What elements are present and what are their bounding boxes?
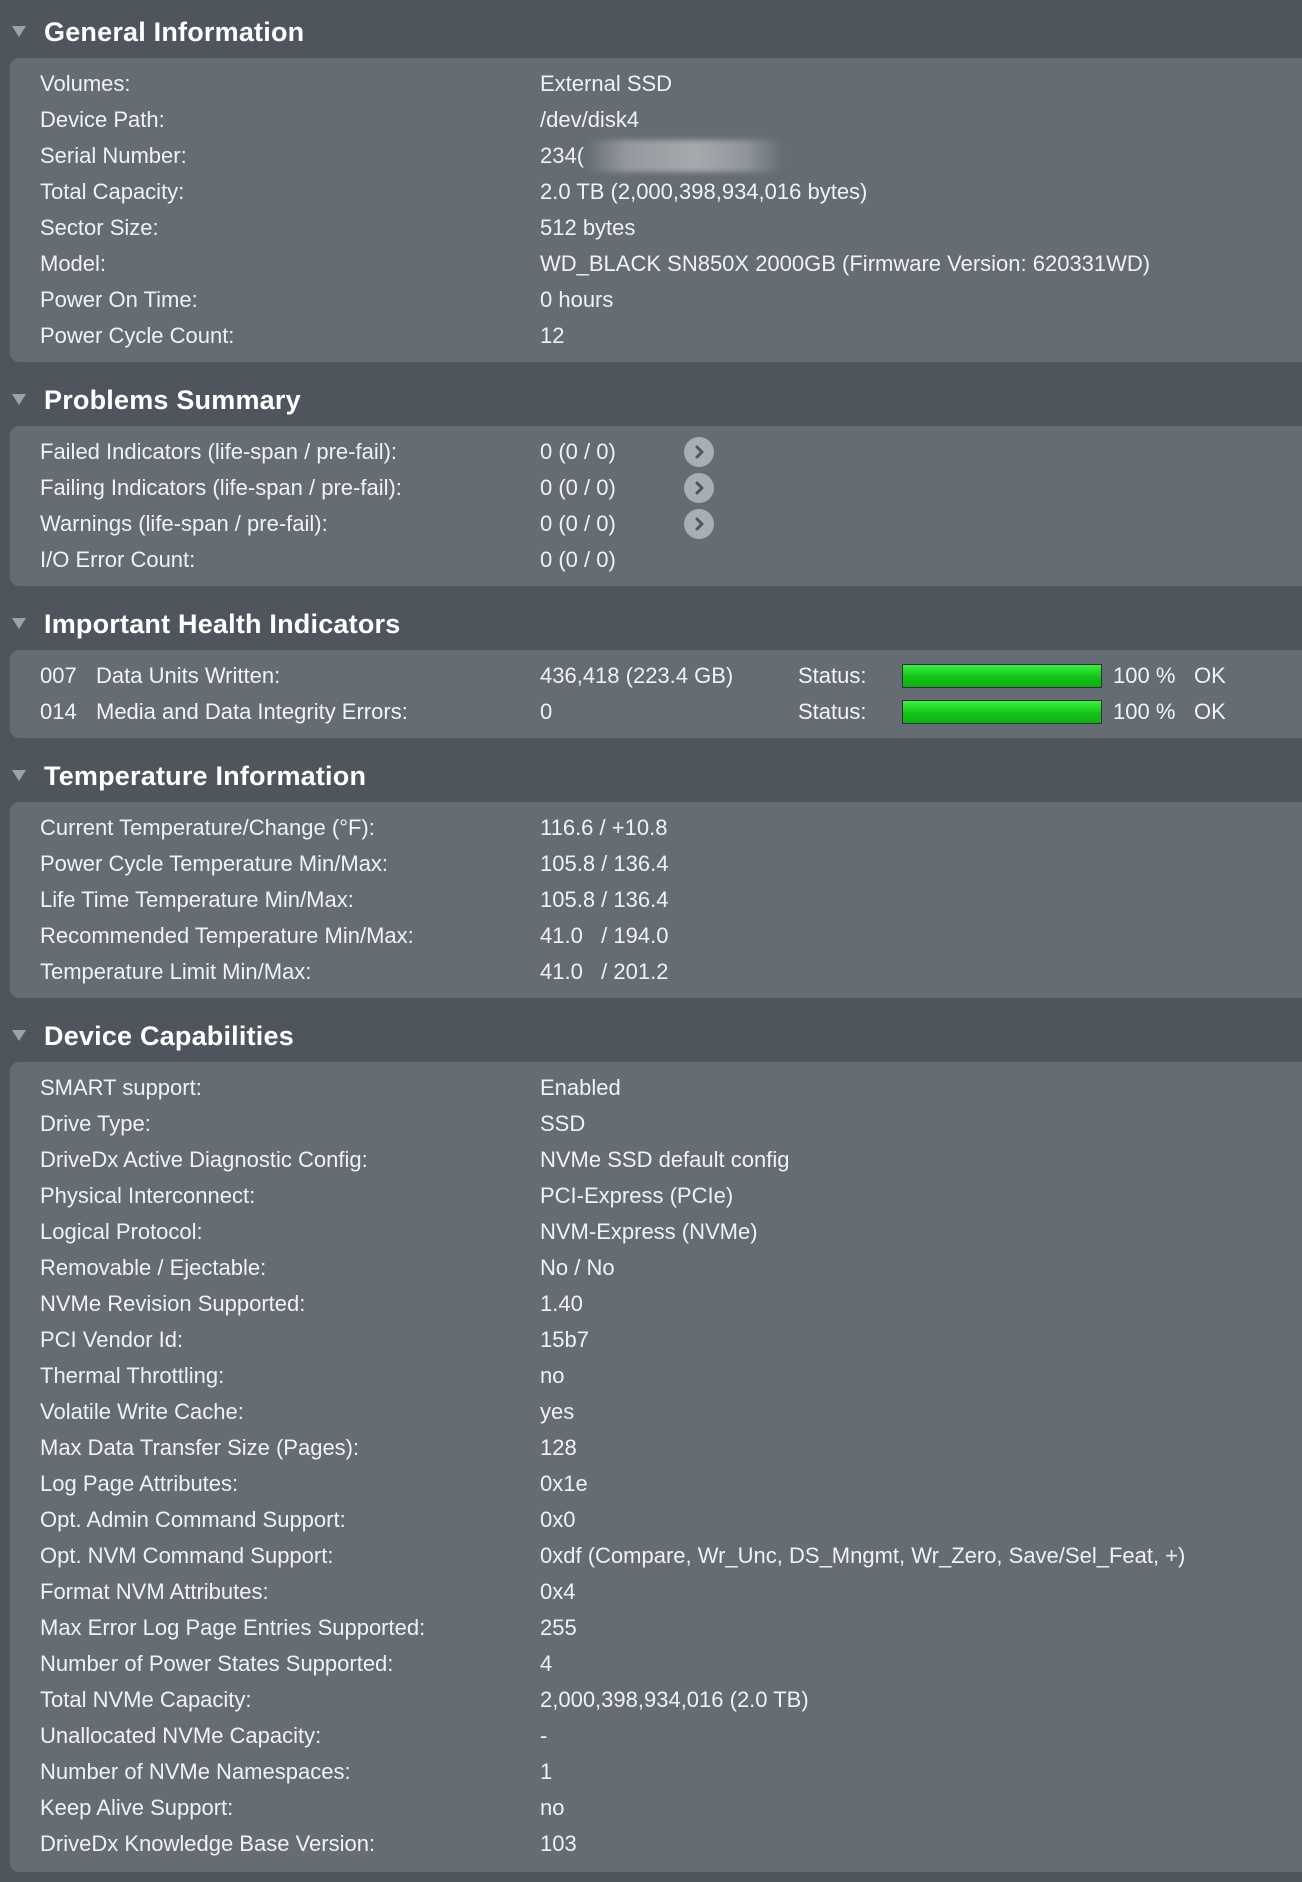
- info-label: Temperature Limit Min/Max:: [40, 959, 312, 984]
- info-value: 0xdf (Compare, Wr_Unc, DS_Mngmt, Wr_Zero, Save/Sel_Feat, +): [540, 1543, 1186, 1568]
- section-header-problems[interactable]: [0, 372, 1302, 428]
- info-value: PCI-Express (PCIe): [540, 1183, 734, 1208]
- info-label: Thermal Throttling:: [40, 1363, 225, 1388]
- indicator-name: Data Units Written:: [96, 663, 281, 688]
- info-row: [40, 1142, 1302, 1178]
- info-value: -: [540, 1723, 548, 1748]
- info-value: 41.0 / 194.0: [540, 923, 669, 948]
- info-value: 0x0: [540, 1507, 576, 1532]
- info-label: Max Error Log Page Entries Supported:: [40, 1615, 426, 1640]
- info-row: [40, 246, 1302, 282]
- info-value: 2,000,398,934,016 (2.0 TB): [540, 1687, 809, 1712]
- section-title: Temperature Information: [44, 760, 367, 791]
- info-label: SMART support:: [40, 1075, 202, 1100]
- info-row: [40, 1070, 1302, 1106]
- info-row: [40, 1286, 1302, 1322]
- info-label: Opt. NVM Command Support:: [40, 1543, 334, 1568]
- info-label: Life Time Temperature Min/Max:: [40, 887, 354, 912]
- info-value: 116.6 / +10.8: [540, 815, 668, 840]
- info-row: [40, 1538, 1302, 1574]
- info-value: NVMe SSD default config: [540, 1147, 790, 1172]
- info-label: Keep Alive Support:: [40, 1795, 234, 1820]
- info-value: 128: [540, 1435, 577, 1460]
- problem-row: [40, 542, 1302, 578]
- info-value: 234(: [540, 143, 585, 168]
- indicator-name: Media and Data Integrity Errors:: [96, 699, 408, 724]
- info-row: [40, 174, 1302, 210]
- info-value: WD_BLACK SN850X 2000GB (Firmware Version: 620331WD): [540, 251, 1151, 276]
- panel-capabilities: [10, 1062, 1302, 1872]
- problem-row: [40, 434, 1302, 470]
- panel-health: [10, 650, 1302, 738]
- info-row: [40, 1466, 1302, 1502]
- section-header-general[interactable]: [0, 4, 1302, 60]
- info-value: 0x1e: [540, 1471, 588, 1496]
- indicator-id: 014: [40, 699, 77, 724]
- info-value: 4: [540, 1651, 553, 1676]
- indicator-value: 0: [540, 699, 553, 724]
- section-title: Device Capabilities: [44, 1020, 294, 1051]
- info-row: [40, 66, 1302, 102]
- section-header-temperature[interactable]: [0, 748, 1302, 804]
- health-percent: 100 %: [1113, 663, 1176, 688]
- info-row: [40, 102, 1302, 138]
- info-label: Power On Time:: [40, 287, 198, 312]
- info-row: [40, 1826, 1302, 1862]
- info-value: SSD: [540, 1111, 586, 1136]
- section-header-capabilities[interactable]: [0, 1008, 1302, 1064]
- info-value: NVM-Express (NVMe): [540, 1219, 758, 1244]
- status-label: Status:: [798, 699, 867, 724]
- info-value: 105.8 / 136.4: [540, 887, 669, 912]
- disclosure-triangle-icon[interactable]: [12, 1030, 26, 1041]
- info-value: 0 (0 / 0): [540, 439, 616, 464]
- info-value: 255: [540, 1615, 577, 1640]
- info-row: [40, 954, 1302, 990]
- info-value: 0 (0 / 0): [540, 547, 616, 572]
- disclosure-triangle-icon[interactable]: [12, 618, 26, 629]
- info-label: Max Data Transfer Size (Pages):: [40, 1435, 360, 1460]
- info-label: DriveDx Knowledge Base Version:: [40, 1831, 376, 1856]
- info-value: 0 hours: [540, 287, 614, 312]
- info-row: [40, 1502, 1302, 1538]
- info-row: [40, 1430, 1302, 1466]
- info-value: 1: [540, 1759, 553, 1784]
- info-value: 1.40: [540, 1291, 583, 1316]
- status-text: OK: [1194, 699, 1226, 724]
- info-label: DriveDx Active Diagnostic Config:: [40, 1147, 368, 1172]
- disclosure-triangle-icon[interactable]: [12, 770, 26, 781]
- info-row: [40, 210, 1302, 246]
- indicator-id: 007: [40, 663, 77, 688]
- info-row: [40, 1646, 1302, 1682]
- chevron-right-circle-icon[interactable]: [684, 473, 714, 503]
- info-label: Volatile Write Cache:: [40, 1399, 244, 1424]
- section-header-health[interactable]: [0, 596, 1302, 652]
- info-row: [40, 282, 1302, 318]
- section-title: Important Health Indicators: [44, 608, 401, 639]
- redaction-blur: [586, 140, 784, 172]
- info-row: [40, 1322, 1302, 1358]
- info-label: Current Temperature/Change (°F):: [40, 815, 375, 840]
- info-label: Opt. Admin Command Support:: [40, 1507, 346, 1532]
- info-label: Device Path:: [40, 107, 165, 132]
- info-row: [40, 1178, 1302, 1214]
- disclosure-triangle-icon[interactable]: [12, 394, 26, 405]
- info-value: 0 (0 / 0): [540, 475, 616, 500]
- status-label: Status:: [798, 663, 867, 688]
- info-value: 105.8 / 136.4: [540, 851, 669, 876]
- section-title: Problems Summary: [44, 384, 301, 415]
- panel-temperature: [10, 802, 1302, 998]
- info-value: 0 (0 / 0): [540, 511, 616, 536]
- info-value: Enabled: [540, 1075, 621, 1100]
- info-label: Number of NVMe Namespaces:: [40, 1759, 351, 1784]
- info-row: [40, 882, 1302, 918]
- health-indicator-row[interactable]: [40, 658, 1302, 694]
- health-progress-fill: [903, 701, 1101, 723]
- health-progress-bar: [902, 700, 1102, 724]
- health-indicator-row[interactable]: [40, 694, 1302, 730]
- info-row: [40, 1610, 1302, 1646]
- info-label: Recommended Temperature Min/Max:: [40, 923, 414, 948]
- health-progress-fill: [903, 665, 1101, 687]
- info-label: Format NVM Attributes:: [40, 1579, 269, 1604]
- info-label: Number of Power States Supported:: [40, 1651, 394, 1676]
- info-value: 103: [540, 1831, 577, 1856]
- info-label: I/O Error Count:: [40, 547, 196, 572]
- info-value: No / No: [540, 1255, 615, 1280]
- info-label: Sector Size:: [40, 215, 159, 240]
- info-value: /dev/disk4: [540, 107, 640, 132]
- info-value: no: [540, 1795, 565, 1820]
- info-row: [40, 1358, 1302, 1394]
- health-progress-bar: [902, 664, 1102, 688]
- info-row: [40, 1214, 1302, 1250]
- info-row: [40, 918, 1302, 954]
- info-label: Power Cycle Temperature Min/Max:: [40, 851, 389, 876]
- info-value: 15b7: [540, 1327, 589, 1352]
- status-text: OK: [1194, 663, 1226, 688]
- info-row: [40, 810, 1302, 846]
- info-label: Model:: [40, 251, 107, 276]
- info-label: Log Page Attributes:: [40, 1471, 239, 1496]
- problem-row: [40, 506, 1302, 542]
- info-row: [40, 138, 1302, 174]
- info-row: [40, 1250, 1302, 1286]
- info-value: 12: [540, 323, 565, 348]
- info-label: PCI Vendor Id:: [40, 1327, 184, 1352]
- info-label: Volumes:: [40, 71, 131, 96]
- info-label: Failed Indicators (life-span / pre-fail):: [40, 439, 398, 464]
- info-row: [40, 1106, 1302, 1142]
- info-label: NVMe Revision Supported:: [40, 1291, 306, 1316]
- info-row: [40, 1394, 1302, 1430]
- info-row: [40, 1754, 1302, 1790]
- chevron-right-circle-icon[interactable]: [684, 509, 714, 539]
- chevron-right-circle-icon[interactable]: [684, 437, 714, 467]
- info-label: Unallocated NVMe Capacity:: [40, 1723, 322, 1748]
- info-label: Failing Indicators (life-span / pre-fail):: [40, 475, 402, 500]
- indicator-value: 436,418 (223.4 GB): [540, 663, 734, 688]
- info-label: Physical Interconnect:: [40, 1183, 256, 1208]
- info-value: 2.0 TB (2,000,398,934,016 bytes): [540, 179, 868, 204]
- info-label: Total NVMe Capacity:: [40, 1687, 252, 1712]
- disclosure-triangle-icon[interactable]: [12, 26, 26, 37]
- info-row: [40, 318, 1302, 354]
- info-value: no: [540, 1363, 565, 1388]
- panel-general: [10, 58, 1302, 362]
- info-label: Warnings (life-span / pre-fail):: [40, 511, 328, 536]
- info-value: yes: [540, 1399, 575, 1424]
- panel-problems: [10, 426, 1302, 586]
- info-label: Removable / Ejectable:: [40, 1255, 267, 1280]
- info-label: Power Cycle Count:: [40, 323, 235, 348]
- info-row: [40, 1574, 1302, 1610]
- info-row: [40, 1790, 1302, 1826]
- info-label: Logical Protocol:: [40, 1219, 203, 1244]
- info-value: 41.0 / 201.2: [540, 959, 669, 984]
- info-label: Total Capacity:: [40, 179, 185, 204]
- info-value: External SSD: [540, 71, 673, 96]
- info-label: Drive Type:: [40, 1111, 151, 1136]
- info-row: [40, 1718, 1302, 1754]
- problem-row: [40, 470, 1302, 506]
- section-title: General Information: [44, 16, 305, 47]
- health-percent: 100 %: [1113, 699, 1176, 724]
- info-row: [40, 1682, 1302, 1718]
- info-label: Serial Number:: [40, 143, 187, 168]
- info-value: 512 bytes: [540, 215, 636, 240]
- info-value: 0x4: [540, 1579, 576, 1604]
- info-row: [40, 846, 1302, 882]
